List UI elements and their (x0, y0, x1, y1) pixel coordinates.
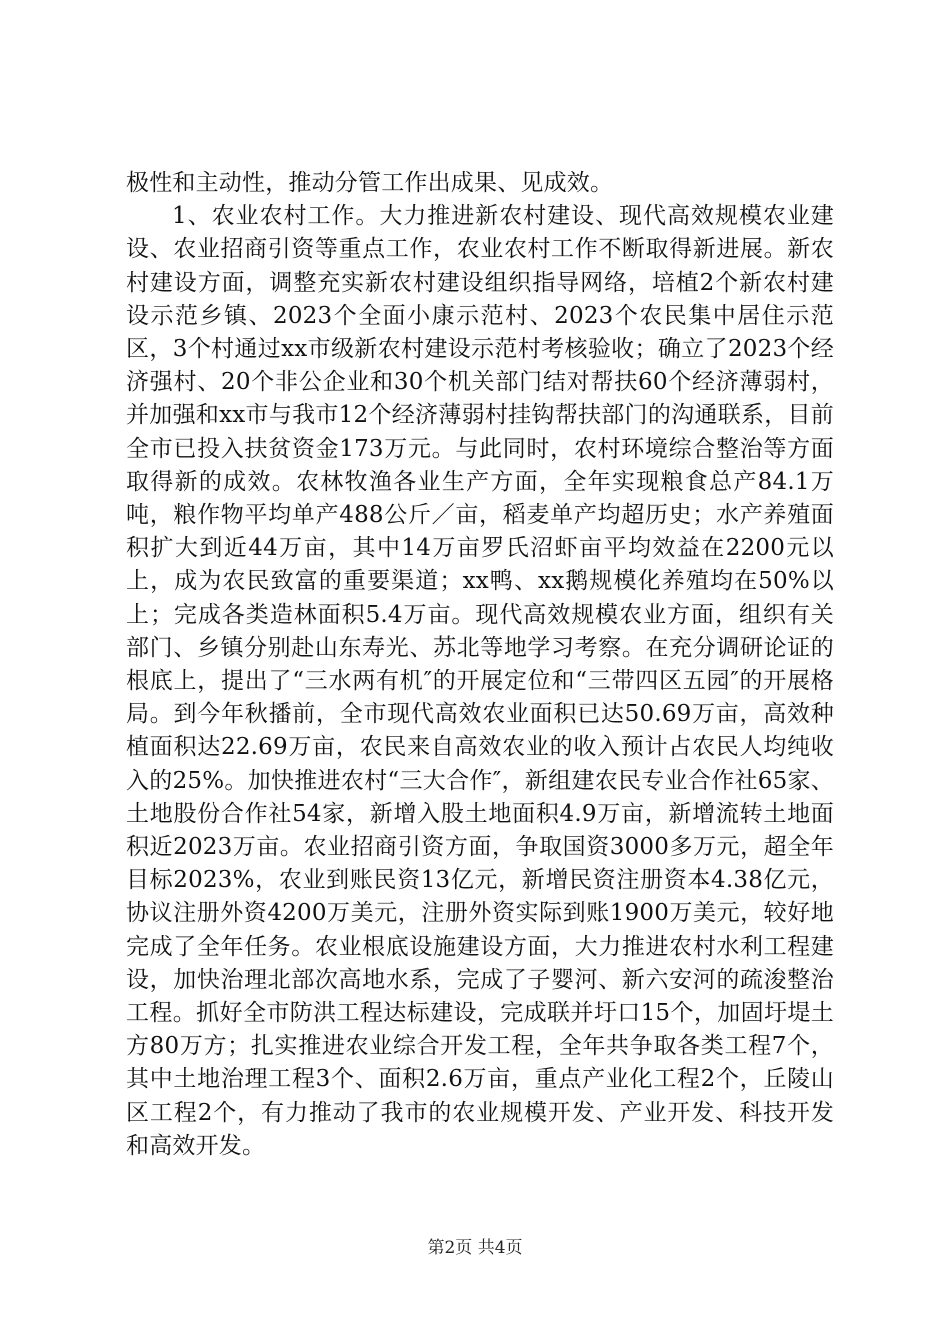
paragraph-agriculture-work: 1、农业农村工作。大力推进新农村建设、现代高效规模农业建设、农业招商引资等重点工作，农业农村工作不断取得新进展。新农村建设方面，调整充实新农村建设组织指导网络，培植2个新农村建设示范乡镇、2023个全面小康示范村、2023个农民集中居住示范区，3个村通过xx市级新农村建设示范村考核验收；确立了2023个经济强村、20个非公企业和30个机关部门结对帮扶60个经济薄弱村，并加强和xx市与我市12个经济薄弱村挂钩帮扶部门的沟通联系，目前全市已投入扶贫资金173万元。与此同时，农村环境综合整治等方面取得新的成效。农林牧渔各业生产方面，全年实现粮食总产84.1万吨，粮作物平均单产488公斤／亩，稻麦单产均超历史；水产养殖面积扩大到近44万亩，其中14万亩罗氏沼虾亩平均效益在2200元以上，成为农民致富的重要渠道；xx鸭、xx鹅规模化养殖均在50%以上；完成各类造林面积5.4万亩。现代高效规模农业方面，组织有关部门、乡镇分别赴山东寿光、苏北等地学习考察。在充分调研论证的根底上，提出了“三水两有机″的开展定位和“三带四区五园″的开展格局。到今年秋播前，全市现代高效农业面积已达50.69万亩，高效种植面积达22.69万亩，农民来自高效农业的收入预计占农民人均纯收入的25%。加快推进农村“三大合作″，新组建农民专业合作社65家、土地股份合作社54家，新增入股土地面积4.9万亩，新增流转土地面积近2023万亩。农业招商引资方面，争取国资3000多万元，超全年目标2023%，农业到账民资13亿元，新增民资注册资本4.38亿元，协议注册外资4200万美元，注册外资实际到账1900万美元，较好地完成了全年任务。农业根底设施建设方面，大力推进农村水利工程建设，加快治理北部次高地水系，完成了子婴河、新六安河的疏浚整治工程。抓好全市防洪工程达标建设，完成联并圩口15个，加固圩堤土方80万方；扎实推进农业综合开发工程，全年共争取各类工程7个，其中土地治理工程3个、面积2.6万亩，重点产业化工程2个，丘陵山区工程2个，有力推动了我市的农业规模开发、产业开发、科技开发和高效开发。 (126, 203, 834, 1159)
paragraph-continuation: 极性和主动性，推动分管工作出成果、见成效。 (126, 170, 614, 196)
page-footer: 第2页 共4页 (427, 1238, 523, 1258)
document-body (126, 167, 834, 1163)
